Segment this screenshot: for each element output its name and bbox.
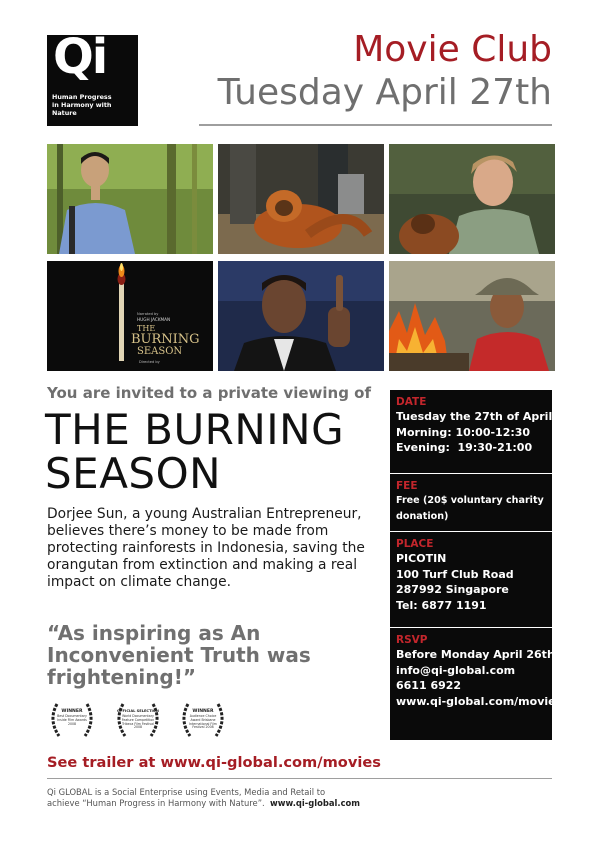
award-laurel-3 [178,700,228,740]
award-laurel-2 [113,700,163,740]
award-3-subtitle: Audience Choice Award Brisbane International Film Festival 2008 [189,714,217,730]
footer-line-1: Qi GLOBAL is a Social Enterprise using Events, Media and Retail to [47,787,326,797]
place-line-3: 287992 Singapore [396,583,509,596]
award-laurels [47,700,247,740]
rsvp-email-link[interactable]: info@qi-global.com [396,663,516,677]
event-date-heading: Tuesday April 27th [217,72,552,113]
date-label: DATE [396,396,427,408]
fee-line-2: donation) [396,510,449,522]
poster-narrated-by: Narrated by [137,312,159,316]
film-title [45,405,345,498]
logo-tagline-line-2: in Harmony with Nature [52,101,112,117]
qi-logo [47,29,138,126]
date-line-1: Tuesday the 27th of April [396,410,553,423]
award-1-subtitle: Best Documentary Inside Film Awards 2008 [57,714,87,726]
award-2-subtitle: World Documentary Feature Competition Tribeca Film Festival 2008 [121,714,155,730]
footer-line-2 [47,798,377,809]
trailer-link[interactable]: See trailer at www.qi-global.com/movies [47,754,381,771]
date-line-2: Morning: 10:00-12:30 [396,425,531,439]
award-laurel-1 [47,700,97,740]
info-fee-section [390,474,552,532]
logo-tagline-line-1: Human Progress [52,93,112,101]
film-title-line-1: THE BURNING [45,405,345,454]
fee-label: FEE [396,480,418,492]
award-2-title: OFFICIAL SELECTION [117,709,159,713]
photo-orangutan-rescue [218,144,384,254]
place-line-2: 100 Turf Club Road [396,567,514,581]
photo-woman-with-orangutan [389,144,555,254]
footer-line-2-text: achieve “Human Progress in Harmony with Nature”. [47,798,265,808]
poster-title-season: SEASON [137,346,183,357]
footer-divider [47,778,552,779]
footer-text [47,787,377,809]
poster-title-the: THE [137,324,156,333]
rsvp-url-link[interactable]: www.qi-global.com/movies/ [396,694,567,708]
photo-grid [47,144,553,372]
info-place-section [390,532,552,628]
photo-film-poster [47,261,213,371]
poster-title-burning: BURNING [131,332,200,347]
poster-directed-by: Directed by [139,360,160,364]
rsvp-phone: 6611 6922 [396,679,462,692]
film-description: Dorjee Sun, a young Australian Entrepreneur, believes there’s money to be made from protecting rainforests in Indonesia, saving the orangutan from extinction and making a real impact on climate change. [47,506,365,590]
fee-line-1: Free (20$ voluntary charity [396,495,544,506]
event-info-panel [390,390,567,740]
review-quote: “As inspiring as An Inconvenient Truth was frightening!” [47,621,311,689]
date-line-3: Evening: 19:30-21:00 [396,441,533,454]
invitation-text: You are invited to a private viewing of [47,384,371,402]
film-title-line-2: SEASON [45,449,222,498]
footer-url-link[interactable]: www.qi-global.com [270,798,361,808]
photo-man-in-forest [47,144,213,254]
logo-tagline [52,93,138,117]
header-divider [199,124,552,126]
rsvp-label: RSVP [396,634,428,646]
place-line-1: PICOTIN [396,552,447,565]
place-label: PLACE [396,538,434,550]
rsvp-line-1: Before Monday April 26th [396,648,555,661]
page-title: Movie Club [353,29,552,70]
info-rsvp-section [390,628,567,740]
place-line-4: Tel: 6877 1191 [396,598,487,612]
photo-farmer-forest-fire [389,261,555,371]
poster-narrator: HUGH JACKMAN [137,317,171,322]
photo-speaker-pointing [218,261,384,371]
info-date-section [390,390,552,474]
award-3-title: WINNER [192,709,214,714]
logo-mark: Qi [53,29,107,85]
award-1-title: WINNER [61,709,83,714]
